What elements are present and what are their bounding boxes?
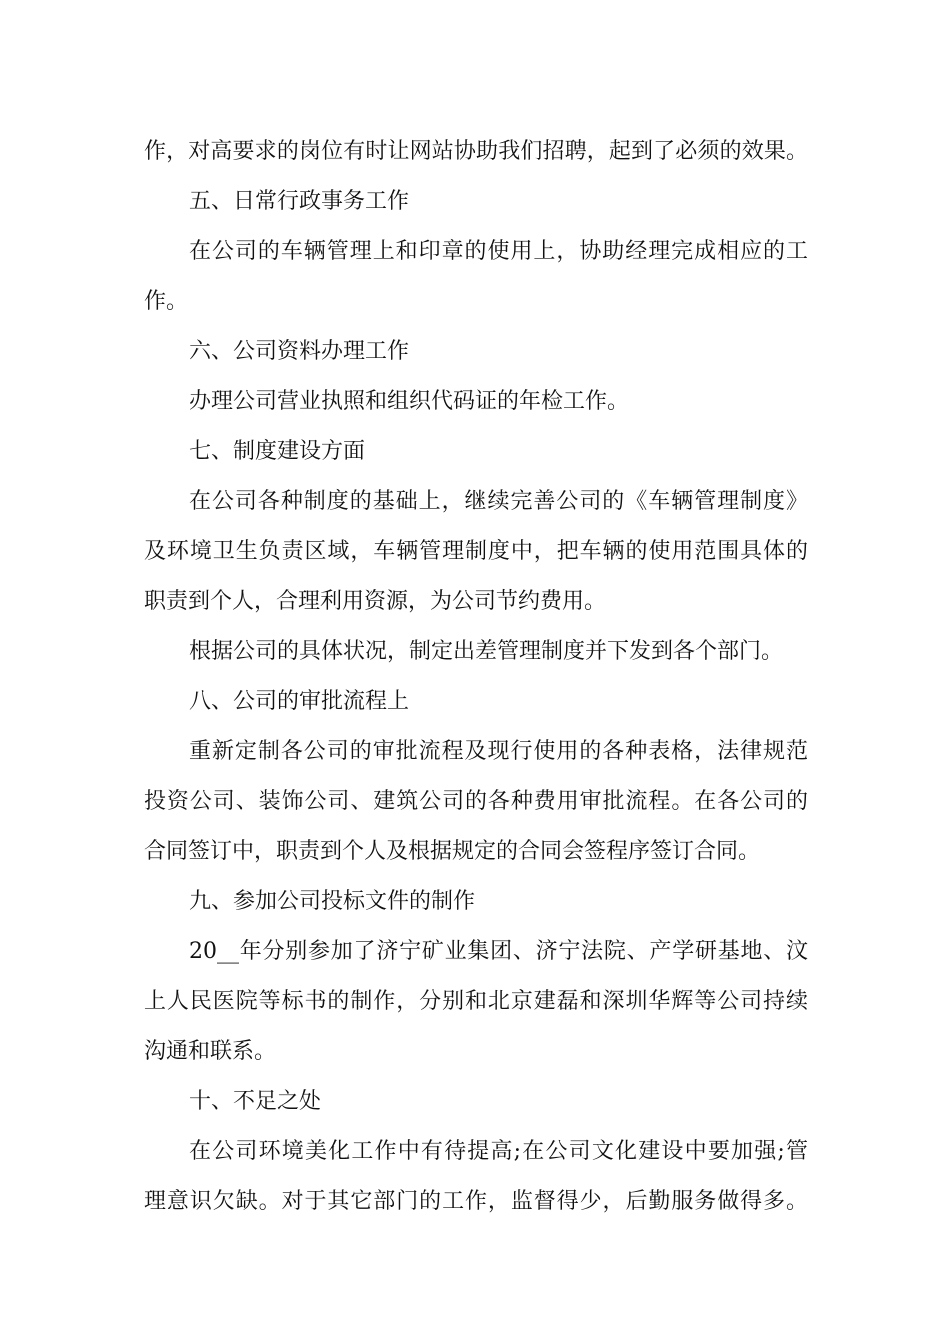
paragraph-line: 理意识欠缺。对于其它部门的工作，监督得少，后勤服务做得多。: [144, 1189, 808, 1214]
paragraph-line: 根据公司的具体状况，制定出差管理制度并下发到各个部门。: [189, 639, 784, 664]
section-heading: 九、参加公司投标文件的制作: [189, 889, 476, 914]
paragraph-line: 在公司各种制度的基础上，继续完善公司的《车辆管理制度》: [189, 489, 808, 514]
paragraph-line: 作，对高要求的岗位有时让网站协助我们招聘，起到了必须的效果。: [144, 139, 808, 164]
paragraph-line: 投资公司、装饰公司、建筑公司的各种费用审批流程。在各公司的: [144, 789, 808, 814]
section-heading: 八、公司的审批流程上: [189, 689, 410, 714]
paragraph-line: 在公司环境美化工作中有待提高;在公司文化建设中要加强;管: [189, 1139, 808, 1164]
paragraph-line: 作。: [144, 289, 189, 314]
paragraph-line: 职责到个人，合理利用资源，为公司节约费用。: [144, 589, 607, 614]
paragraph-line: 20__年分别参加了济宁矿业集团、济宁法院、产学研基地、汶: [189, 939, 808, 964]
section-heading: 七、制度建设方面: [189, 439, 366, 464]
section-heading: 五、日常行政事务工作: [189, 189, 410, 214]
section-heading: 六、公司资料办理工作: [189, 339, 410, 364]
paragraph-line: 及环境卫生负责区域，车辆管理制度中，把车辆的使用范围具体的: [144, 539, 808, 564]
paragraph-line: 办理公司营业执照和组织代码证的年检工作。: [189, 389, 630, 414]
paragraph-line: 沟通和联系。: [144, 1039, 277, 1064]
paragraph-line: 重新定制各公司的审批流程及现行使用的各种表格，法律规范: [189, 739, 808, 764]
paragraph-line: 上人民医院等标书的制作，分别和北京建磊和深圳华辉等公司持续: [144, 989, 808, 1014]
paragraph-line: 合同签订中，职责到个人及根据规定的合同会签程序签订合同。: [144, 839, 761, 864]
paragraph-line: 在公司的车辆管理上和印章的使用上，协助经理完成相应的工: [189, 239, 808, 264]
section-heading: 十、不足之处: [189, 1089, 322, 1114]
document-body: [144, 127, 808, 1227]
